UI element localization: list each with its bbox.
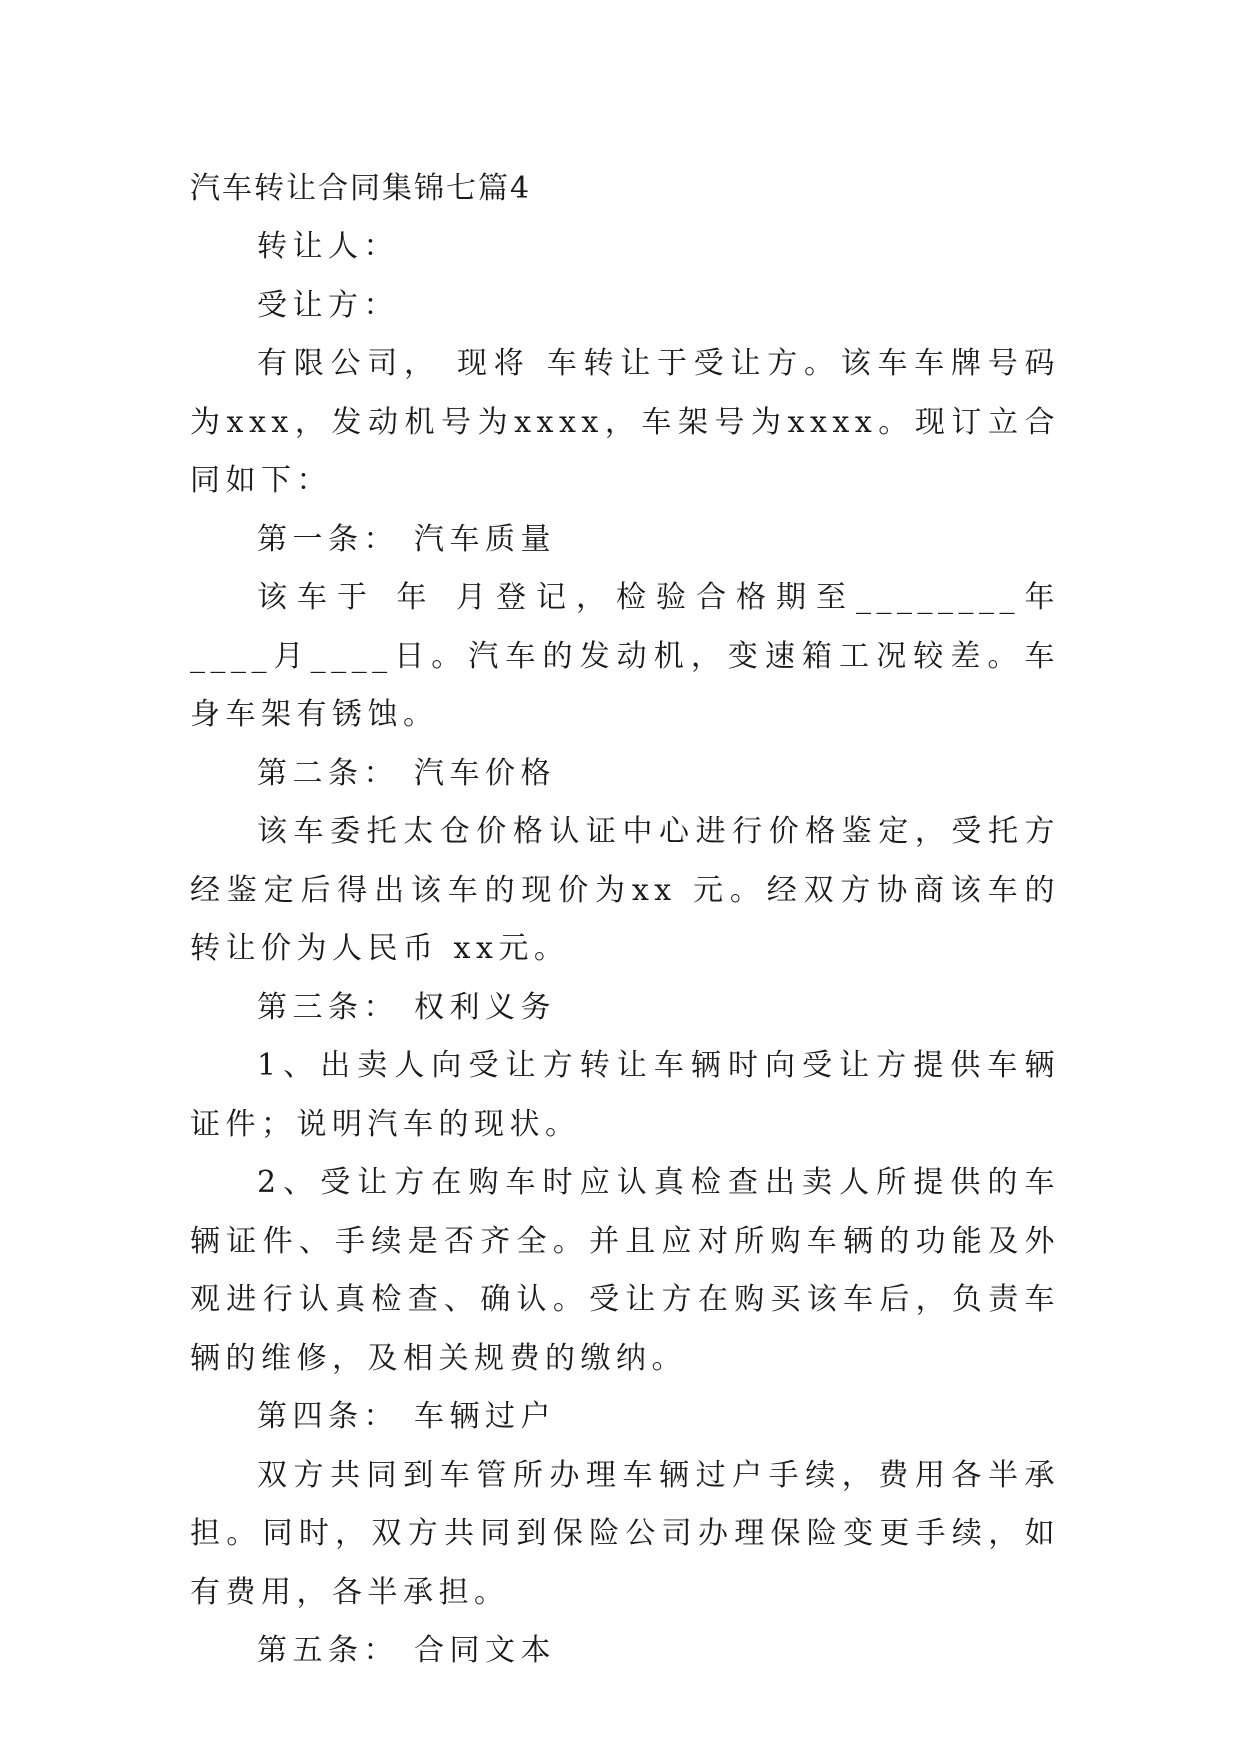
article-1-body: 该车于 年 月登记，检验合格期至________年____月____日。汽车的发动机，变速箱工况较差。车身车架有锈蚀。: [190, 580, 1060, 732]
intro-paragraph: 有限公司， 现将 车转让于受让方。该车车牌号码为xxx，发动机号为xxxx，车架号为xxxx。现订立合同如下：: [190, 346, 1060, 498]
transferor-line: 转让人：: [257, 229, 399, 264]
article-4-heading: 第四条： 车辆过户: [257, 1399, 557, 1434]
article-1-heading: 第一条： 汽车质量: [257, 521, 557, 557]
article-2-body: 该车委托太仓价格认证中心进行价格鉴定，受托方经鉴定后得出该车的现价为xx 元。经双方协商该车的转让价为人民币 xx元。: [190, 814, 1060, 966]
article-3-heading: 第三条： 权利义务: [257, 989, 557, 1025]
transferee-line: 受让方：: [257, 287, 399, 323]
article-3-item-2: 2、受让方在购车时应认真检查出卖人所提供的车辆证件、手续是否齐全。并且应对所购车辆的功能及外观进行认真检查、确认。受让方在购买该车后，负责车辆的维修，及相关规费的缴纳。: [190, 1165, 1060, 1376]
article-5-heading: 第五条： 合同文本: [257, 1633, 557, 1668]
article-2-heading: 第二条： 汽车价格: [257, 755, 557, 791]
article-3-item-1: 1、出卖人向受让方转让车辆时向受让方提供车辆证件；说明汽车的现状。: [190, 1048, 1060, 1142]
document-title: 汽车转让合同集锦七篇4: [190, 171, 532, 206]
article-4-body: 双方共同到车管所办理车辆过户手续，费用各半承担。同时，双方共同到保险公司办理保险变更手续，如有费用，各半承担。: [190, 1457, 1060, 1610]
document-page: [190, 160, 1060, 1681]
